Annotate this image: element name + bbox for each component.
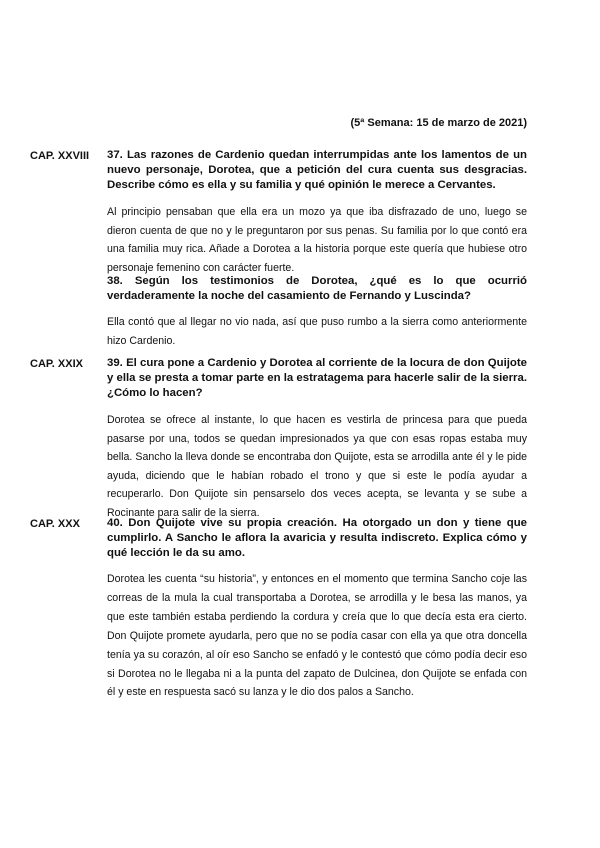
question-39: 39. El cura pone a Cardenio y Dorotea al corriente de la locura de don Quijote y ella se presta a tomar parte en la estratagema para hacerle salir de la sierra. ¿Cómo lo hacen? [107, 357, 527, 399]
question-40: 40. Don Quijote vive su propia creación. Ha otorgado un don y tiene que cumplirlo. A Sancho le aflora la avaricia y resulta indiscreto. Explica cómo y qué lección le da su amo. [107, 517, 527, 559]
chapter-label-xxix: CAP. XXIX [30, 358, 83, 370]
question-38: 38. Según los testimonios de Dorotea, ¿qué es lo que ocurrió verdaderamente la noche del casamiento de Fernando y Luscinda? [107, 275, 527, 302]
date-line: (5ª Semana: 15 de marzo de 2021) [350, 117, 527, 129]
answer-40: Dorotea les cuenta “su historia”, y entonces en el momento que termina Sancho coje las correas de la mula la cual transportaba a Dorotea, se arrodilla y le besa las manos, ya que este también estaba perdiendo la cordura y creía que lo que decía esta era cierto. Don Quijote promete ayudarla, pero que no se podía casar con ella ya que otra doncella tenía ya su corazón, al oír eso Sancho se enfadó y le contestó que cómo podía decir eso si Dorotea no le llegaba ni a la punta del zapato de Dulcinea, don Quijote se enfada con él y este en respuesta sacó su lanza y le dio dos palos a Sancho. [107, 573, 527, 699]
chapter-label-xxviii: CAP. XXVIII [30, 150, 90, 162]
answer-38: Ella contó que al llegar no vio nada, así que puso rumbo a la sierra como anteriormente hizo Cardenio. [107, 316, 527, 347]
question-37: 37. Las razones de Cardenio quedan interrumpidas ante los lamentos de un nuevo personaje, Dorotea, que a petición del cura cuenta sus desgracias. Describe cómo es ella y su familia y qué opinión le merece a Cervantes. [107, 149, 527, 191]
answer-39: Dorotea se ofrece al instante, lo que hacen es vestirla de princesa para que pueda pasarse por una, todos se quedan impresionados ya que con esas ropas estaba muy bella. Sancho la lleva donde se encontraba don Quijote, esta se arrodilla ante él y le pide ayuda, diciendo que le habían robado el trono y que si este le podía ayudar a recuperarlo. Don Quijote sin pensarselo dos veces acepta, se levanta y se sube a Rocinante para salir de la sierra. [107, 414, 527, 519]
answer-37: Al principio pensaban que ella era un mozo ya que iba disfrazado de uno, luego se dieron cuenta de que no y le preguntaron por sus penas. Su familia por lo que contó era una familia muy rica. Añade a Dorotea a la historia porque este quería que hubiese otro personaje femenino con carácter fuerte. [107, 206, 527, 274]
chapter-label-xxx: CAP. XXX [30, 518, 80, 530]
